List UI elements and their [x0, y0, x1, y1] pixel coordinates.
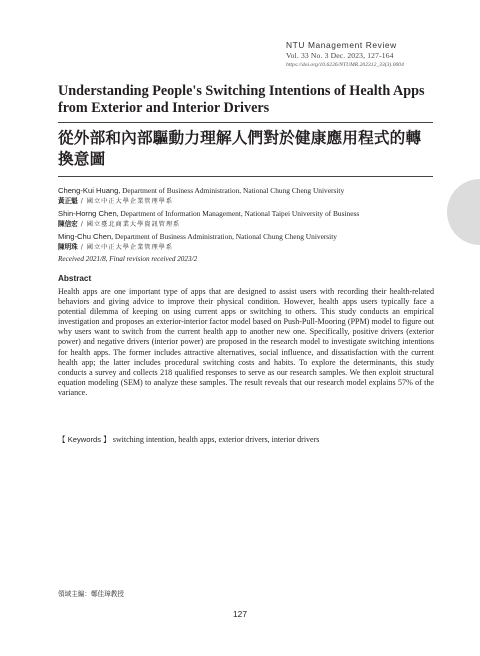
abstract-body: Health apps are one important type of apps that are designed to assist users with recording their health-related behaviors and giving advice to improve their physical condition. However, health apps users typically face a potential dilemma of keeping on using current apps or switching to others. This study conducts an empirical investigation and proposes an exterior-interior factor model based on Push-Pull-Mooring (PPM) model to figure out why users want to switch from the current health app to another new one. Specifically, positive drivers (exterior power) and negative drivers (interior power) are proposed in the research model to investigate switching intentions for health apps. The former includes attractive alternatives, social influence, and dissatisfaction with the current health app; the latter includes procedural switching costs and habits. To explore the determinants, this study conducts a survey and collects 218 qualified responses to serve as our research samples. We then exploit structural equation modeling (SEM) to analyze these samples. The result reveals that our research model explains 57% of the variance. [58, 287, 434, 397]
keywords-text: switching intention, health apps, exterior drivers, interior drivers [112, 435, 320, 444]
author-chinese-line [58, 242, 438, 253]
journal-doi-link[interactable]: https://doi.org/10.6226/NTUMR.202312_33(3).0004 [286, 62, 404, 68]
author-name-chinese: 陳明珠 [58, 242, 78, 251]
author-english-line [58, 186, 438, 196]
author-affiliation-english: , Department of Business Administration, National Chung Cheng University [118, 186, 345, 195]
author-chinese-line [58, 219, 438, 230]
article-title-english: Understanding People's Switching Intentions of Health Apps from Exterior and Interior Drivers [58, 83, 425, 116]
author-name-english: Shin-Horng Chen [58, 209, 117, 218]
author-entry [58, 186, 438, 206]
abstract-heading: Abstract [58, 274, 92, 283]
author-name-english: Cheng-Kui Huang [58, 186, 119, 195]
author-list [58, 186, 438, 263]
author-affiliation-chinese: / 國立臺北商業大學資訊管理系 [77, 220, 181, 228]
keywords-line [58, 434, 438, 445]
journal-volume: Vol. 33 No. 3 Dec. 2023, 127-164 [286, 51, 394, 60]
page-number: 127 [233, 609, 247, 619]
author-english-line [58, 209, 438, 219]
article-title-chinese: 從外部和內部驅動力理解人們對於健康應用程式的轉換意圖 [58, 128, 422, 168]
author-entry [58, 232, 438, 252]
author-name-chinese: 黃正魁 [58, 196, 78, 205]
author-affiliation-chinese: / 國立中正大學企業管理學系 [77, 243, 174, 251]
section-editor: 領域主編：鄭佳璋教授 [58, 590, 124, 598]
author-chinese-line [58, 196, 438, 207]
journal-name: NTU Management Review [286, 40, 397, 50]
author-affiliation-english: , Department of Business Administration, National Chung Cheng University [111, 232, 337, 241]
author-entry [58, 209, 438, 229]
keywords-label: 【 Keywords 】 [58, 435, 111, 444]
author-affiliation-english: , Department of Information Management, National Taipei University of Business [116, 209, 360, 218]
author-name-chinese: 陳信宏 [58, 219, 78, 228]
author-english-line [58, 232, 438, 242]
title-divider-top [58, 122, 433, 123]
received-date: Received 2021/8, Final revision received 2023/2 [58, 255, 198, 263]
author-affiliation-chinese: / 國立中正大學企業管理學系 [77, 197, 174, 205]
author-name-english: Ming-Chu Chen [58, 232, 112, 241]
title-divider-bottom [58, 176, 433, 177]
journal-header [286, 39, 466, 70]
side-thumb-tab [447, 179, 480, 245]
